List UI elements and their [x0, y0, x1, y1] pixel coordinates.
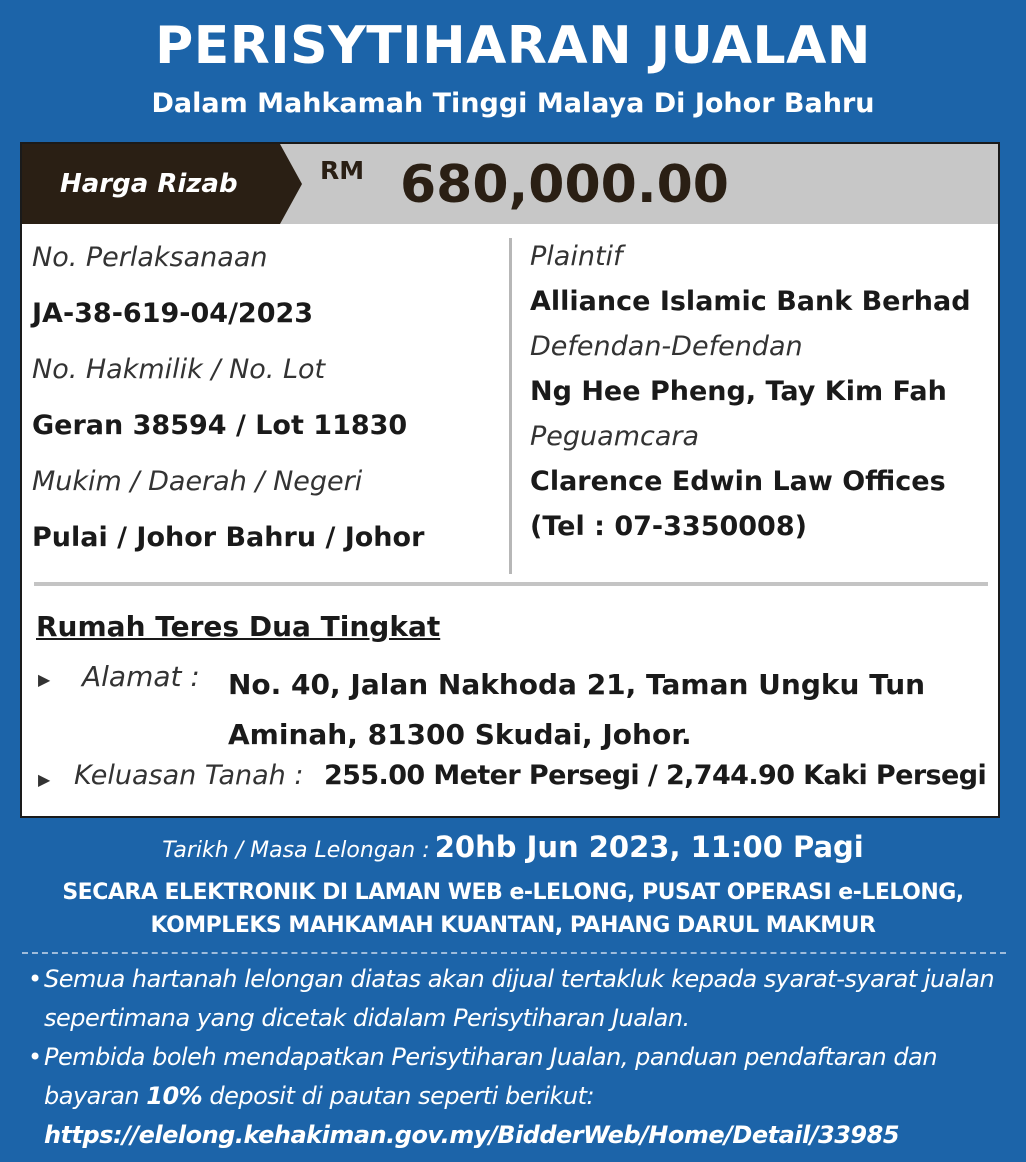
- address-value: No. 40, Jalan Nakhoda 21, Taman Ungku Tun Aminah, 81300 Skudai, Johor.: [228, 668, 926, 751]
- bullet-dot: •: [28, 965, 42, 993]
- deposit-percent: 10%: [146, 1082, 203, 1110]
- reserve-price-amount: 680,000.00: [400, 155, 729, 215]
- auction-detail-link[interactable]: https://elelong.kehakiman.gov.my/BidderWeb/Home/Detail/33985: [44, 1121, 900, 1149]
- title-lot-label: No. Hakmilik / No. Lot: [32, 354, 326, 385]
- land-area-value: 255.00 Meter Persegi / 2,744.90 Kaki Persegi: [324, 760, 987, 791]
- auction-datetime: [0, 830, 1026, 864]
- reserve-price-bar: [22, 144, 998, 224]
- plaintiff-value: Alliance Islamic Bank Berhad: [530, 286, 971, 317]
- note-item: [28, 1038, 1008, 1155]
- defendants-value: Ng Hee Pheng, Tay Kim Fah: [530, 376, 947, 407]
- title-lot-value: Geran 38594 / Lot 11830: [32, 410, 408, 441]
- auction-venue-line-2: KOMPLEKS MAHKAMAH KUANTAN, PAHANG DARUL MAKMUR: [150, 913, 876, 938]
- currency-label: RM: [320, 156, 365, 185]
- case-details-column: [32, 234, 502, 570]
- auction-datetime-value: 20hb Jun 2023, 11:00 Pagi: [434, 830, 864, 864]
- reserve-price-label: Harga Rizab: [60, 169, 238, 199]
- lawyer-value: Clarence Edwin Law Offices: [530, 466, 946, 497]
- location-label: Mukim / Daerah / Negeri: [32, 466, 363, 497]
- land-area-label: Keluasan Tanah :: [74, 760, 304, 791]
- auction-datetime-label: Tarikh / Masa Lelongan :: [162, 838, 430, 863]
- dashed-divider: [22, 952, 1006, 954]
- note-1-text: Semua hartanah lelongan diatas akan dijual tertakluk kepada syarat-syarat jualan sepertimana yang dicetak didalam Perisytiharan Jualan.: [44, 965, 995, 1032]
- auction-venue-line-1: SECARA ELEKTRONIK DI LAMAN WEB e-LELONG, PUSAT OPERASI e-LELONG,: [62, 880, 964, 905]
- auction-venue: [0, 876, 1026, 942]
- details-card: [20, 142, 1000, 818]
- triangle-bullet-icon: ▶: [38, 770, 51, 789]
- lawyer-label: Peguamcara: [530, 421, 700, 452]
- property-type: Rumah Teres Dua Tingkat: [36, 610, 441, 643]
- address-label: Alamat :: [82, 660, 200, 693]
- parties-column: [530, 234, 990, 549]
- bullet-dot: •: [28, 1043, 42, 1071]
- note-2-text-start: Pembida boleh mendapatkan Perisytiharan Jualan, panduan pendaftaran dan bayaran: [44, 1043, 938, 1110]
- plaintiff-label: Plaintif: [530, 241, 623, 272]
- triangle-bullet-icon: ▶: [38, 670, 51, 689]
- lawyer-tel: (Tel : 07-3350008): [530, 511, 807, 542]
- reserve-price-label-box: [22, 144, 302, 224]
- defendants-label: Defendan-Defendan: [530, 331, 803, 362]
- notes-section: [28, 960, 1008, 1155]
- column-divider: [509, 238, 512, 574]
- note-item: [28, 960, 1008, 1038]
- page-subtitle: Dalam Mahkamah Tinggi Malaya Di Johor Bahru: [151, 88, 875, 119]
- execution-no-value: JA-38-619-04/2023: [32, 298, 314, 329]
- page-title: PERISYTIHARAN JUALAN: [155, 16, 871, 76]
- section-divider: [34, 582, 988, 586]
- execution-no-label: No. Perlaksanaan: [32, 242, 268, 273]
- location-value: Pulai / Johor Bahru / Johor: [32, 522, 425, 553]
- note-2-text-end: deposit di pautan seperti berikut:: [202, 1082, 595, 1110]
